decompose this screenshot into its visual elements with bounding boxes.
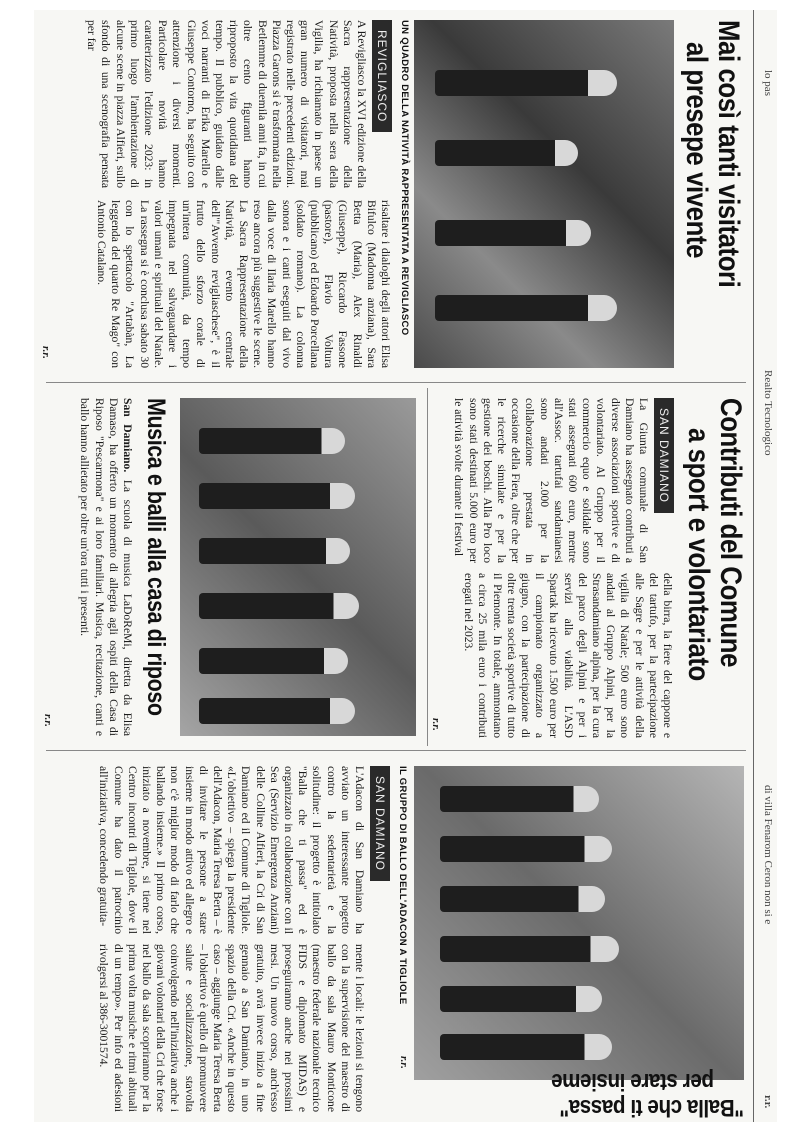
photo-gruppo-ballo bbox=[414, 766, 744, 1080]
headline-line-1: "Balla che ti passa" bbox=[559, 1094, 744, 1121]
headline-line-1: Contributi del Comune bbox=[714, 398, 747, 668]
photo-figure bbox=[440, 1034, 612, 1060]
article-musica bbox=[34, 388, 424, 746]
article-column-1: L'Adacon di San Damiano ha avviato un interessante progetto contro la sedentarietà e la solitudine: il progetto è intitolato "Balla che ti passa" ed è organizzato in collaborazione con il Sea (Servizio Emergenza Anziani) delle Colline Alfieri, la Cri di San Damiano ed il Comune di Tigliole. «L'obiettivo – spiega la presidente dell'Adacon, Maria Teresa Berta – è di invitare le persone a stare insieme in modo attivo ed allegro e non c'è miglior modo di farlo che ballando insieme.» Il primo corso, iniziato a novembre, si tiene nel Centro incontri di Tigliole, dove il Comune ha dato il patrocinio all'iniziativa, concedendo gratuita- bbox=[97, 766, 366, 934]
photo-figure bbox=[199, 538, 350, 564]
photo-figure bbox=[199, 483, 355, 509]
photo-figure bbox=[435, 295, 617, 321]
strip-fragment-right: di villa Fenarom Ceron non si e bbox=[762, 785, 774, 925]
photo-figure bbox=[440, 786, 598, 812]
photo-nativity bbox=[414, 20, 674, 368]
photo-figure bbox=[440, 986, 602, 1012]
article-presepe bbox=[34, 10, 752, 380]
column-rule bbox=[46, 382, 746, 383]
photo-casa-riposo bbox=[180, 398, 416, 736]
section-tag-label: REVIGLIASCO bbox=[372, 20, 392, 132]
photo-caption: IL GRUPPO DI BALLO DELL'ADACON A TIGLIOLE bbox=[397, 766, 408, 1005]
photo-figure bbox=[199, 428, 345, 454]
article-column-2: risaltare i dialoghi degli attori Elisa Bifulco (Madonna anziana), Sara Betta (Maria), Alex Rinaldi (Giuseppe), Riccardo Fassone (pastore), Flavio Voltura (pubblicano) ed Edoardo Porcellana (soldato romano). La colonna sonora e i canti eseguiti dal vivo dalla voce di Ilaria Marello hanno reso ancora più suggestive le scene. La Sacra Rappresentazione della Natività, evento centrale dell'"Avvento revigliaschese", è il frutto dello sforzo corale di un'intera comunità, da tempo impegnata nel salvaguardare i valori umani e spirituali del Natale. La rassegna si è conclusa sabato 30 con lo spettacolo "Artabàn, La leggenda del quarto Re Mago" con Antonio Catalano. bbox=[94, 200, 392, 368]
article-text: La scuola di musica LaDoReMi, diretta da Elisa Damaso, ha offerto un momento di allegria agli ospiti della Casa di Riposo "Pescarmona" e ai loro familiari. Musica, recitazione, canti e ballo hanno allietato per oltre un'ora tutti i presenti. bbox=[78, 398, 134, 736]
headline-presepe bbox=[680, 20, 744, 331]
headline-line-1: Mai così tanti visitatori bbox=[712, 20, 745, 288]
photo-figure bbox=[435, 220, 591, 246]
signature: r.r. bbox=[430, 718, 442, 731]
article-contributi bbox=[432, 388, 752, 746]
article-lead: San Damiano. bbox=[121, 398, 134, 473]
article-column-2: della birra, la fiere del cappone e del tartufo, per la partecipazione alle Sagre e per le attività della vigilia di Natale; 500 euro sono andati al Gruppo Alpini, per la Strasandamiano alpina, per la cura del parco degli Alpini e per i servizi alla viabilità. L'ASD Spartak ha ricevuto 1.500 euro per il campionato organizzato a giugno, con la partecipazione di oltre trenta società sportive di tutto il Piemonte. In totale, ammontano a circa 25 mila euro i contributi erogati nel 2023. bbox=[462, 573, 674, 738]
photo-figure bbox=[435, 140, 578, 166]
photo-figure bbox=[199, 593, 359, 619]
article-column-1: A Revigliasco la XVI edizione della Sacra rappresentazione della Natività, proposta nella sera della Vigilia, ha richiamato in paese un gran numero di visitatori, mai registrato nelle precedenti edizioni. Piazza Garons si è trasformata nella Betlemme di duemila anni fa, in cui oltre cento figuranti hanno riproposto la vita quotidiana del tempo. Il pubblico, guidato dalle voci narranti di Erika Marello e Giuseppe Contorno, ha seguito con attenzione i diversi momenti. Particolare novità hanno caratterizzato l'edizione 2023: in primo luogo l'ambientazione di alcune scene in piazza Alfieri, sullo sfondo di una scenografia pensata per far bbox=[85, 20, 368, 188]
photo-figure bbox=[440, 936, 618, 962]
row-rule bbox=[427, 388, 428, 746]
headline: Musica e balli alla casa di riposo bbox=[142, 398, 170, 716]
signature: r.r. bbox=[40, 346, 52, 359]
top-rule bbox=[753, 10, 754, 1122]
headline-contributi bbox=[682, 398, 746, 722]
photo-figure bbox=[199, 698, 355, 724]
photo-figure bbox=[199, 648, 348, 674]
corner-mark: r.r. bbox=[762, 1095, 774, 1109]
section-tag-label: SAN DAMIANO bbox=[654, 398, 674, 513]
headline-line-2: al presepe vivente bbox=[680, 42, 713, 258]
headline-musica bbox=[140, 398, 172, 767]
article-balla bbox=[34, 756, 752, 1122]
headline-line-2: a sport e volontariato bbox=[682, 428, 715, 681]
section-tag-label: SAN DAMIANO bbox=[370, 766, 390, 881]
column-rule bbox=[46, 750, 746, 751]
newspaper-page bbox=[34, 10, 776, 1122]
headline-rotated bbox=[525, 1068, 744, 1120]
section-tag bbox=[654, 398, 674, 513]
strip-fragment-left: lo pas bbox=[762, 70, 774, 96]
article-column-1: La Giunta comunale di San Damiano ha assegnato contributi a diverse associazioni sportive e di volontariato. Al Gruppo per il commercio equo e solidale sono stati assegnati 600 euro, mentre all'Assoc. tartufai sandamianesi sono andati 2.000 per la collaborazione prestata in occasione della Fiera, oltre che per le ricerche simulate e per la gestione dei boschi. Alla Pro loco sono stati destinati 5.000 euro per le attività svolte durante il festival bbox=[452, 398, 650, 563]
article-column-2: mente i locali: le lezioni si tengono con la supervisione del maestro di ballo da sala Mauro Monticone (maestro federale nazionale tecnico FIDS e diplomato MIDAS) e proseguiranno anche nei prossimi mesi. Un nuovo corso, anch'esso gratuito, avrà invece inizio a fine gennaio a San Damiano, in uno spazio della Cri. «Anche in questo caso – aggiunge Maria Teresa Berta – l'obiettivo è quello di promuovere salute e socializzazione, stavolta coinvolgendo nell'iniziativa anche i giovani volontari della Cri che forse nel ballo da sala scopriranno per la prima volta musiche e ritmi abituali di un tempo». Per info ed adesioni rivolgersi al 386-3001574. bbox=[97, 944, 366, 1112]
photo-figure bbox=[440, 836, 612, 862]
signature: r.r. bbox=[398, 1056, 410, 1069]
section-tag bbox=[370, 766, 390, 881]
strip-fragment-middle: Realto Tecnologico bbox=[762, 370, 774, 456]
photo-caption: UN QUADRO DELLA NATIVITÀ RAPPRESENTATA A REVIGLIASCO bbox=[399, 20, 410, 336]
article-body bbox=[44, 398, 134, 736]
headline-line-2: per stare insieme bbox=[551, 1068, 714, 1095]
section-tag bbox=[372, 20, 392, 132]
photo-figure bbox=[435, 70, 617, 96]
headline-balla bbox=[414, 1068, 744, 1121]
signature: r.r. bbox=[42, 714, 54, 727]
photo-figure bbox=[440, 886, 605, 912]
